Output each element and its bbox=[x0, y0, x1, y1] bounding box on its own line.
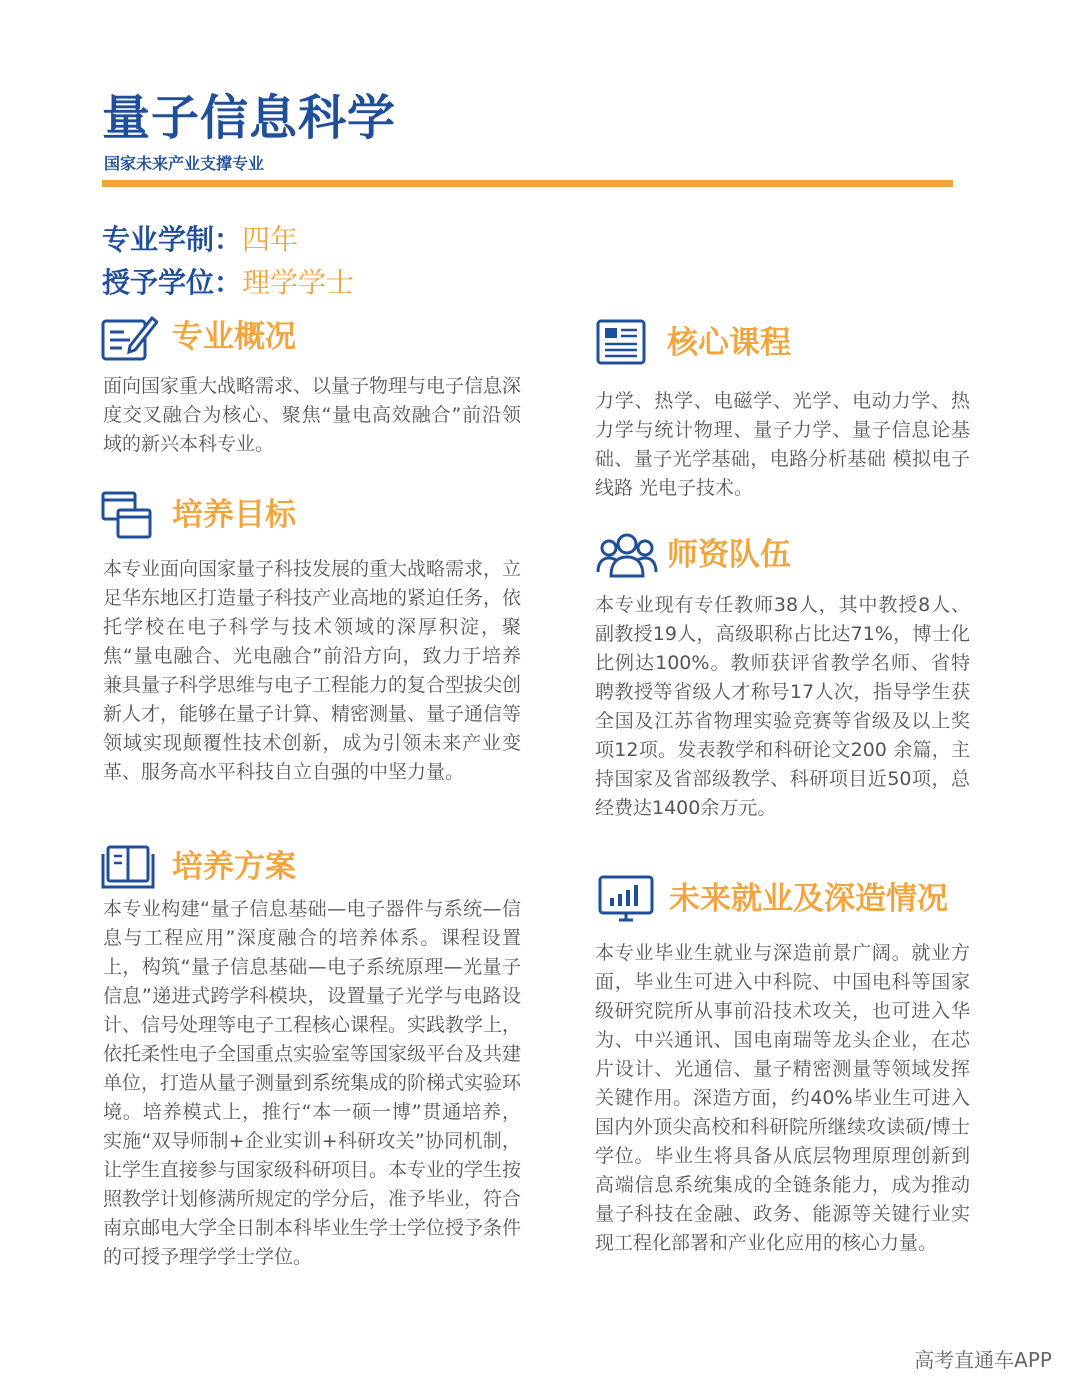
news-document-icon bbox=[595, 318, 653, 368]
goals-title: 培养目标 bbox=[172, 497, 296, 533]
plan-text: 本专业构建“量子信息基础—电子器件与系统—信息与工程应用”深度融合的培养体系。课程设置上，构筑“量子信息基础—电子系统原理—光量子信息”递进式跨学科模块，设置量子光学与电路设计、信号处理等电子工程核心课程。实践教学上，依托柔性电子全国重点实验室等国家级平台及共建单位，打造从量子测量到系统集成的阶梯式实验环境。培养模式上，推行“本一硕一博”贯通培养，实施“双导师制+企业实训+科研攻关”协同机制，让学生直接参与国家级科研项目。本专业的学生按照教学计划修满所规定的学分后，准予毕业，符合南京邮电大学全日制本科毕业生学士学位授予条件的可授予理学学士学位。 bbox=[103, 898, 522, 1268]
page-subtitle: 国家未来产业支撑专业 bbox=[104, 154, 265, 173]
divider bbox=[102, 180, 953, 187]
watermark: 高考直通车APP bbox=[914, 1348, 1052, 1372]
monitor-chart-icon bbox=[597, 874, 655, 924]
overview-header bbox=[100, 312, 296, 362]
career-text: 本专业毕业生就业与深造前景广阔。就业方面，毕业生可进入中科院、中国电科等国家级研究院所从事前沿技术攻关，也可进入华为、中兴通讯、国电南瑞等龙头企业，在芯片设计、光通信、量子精密测量等领域发挥关键作用。深造方面，约40%毕业生可进入国内外顶尖高校和科研院所继续攻读硕/博士学位。毕业生将具备从底层物理原理创新到高端信息系统集成的全链条能力，成为推动量子科技在金融、政务、能源等关键行业实现工程化部署和产业化应用的核心力量。 bbox=[595, 942, 970, 1254]
degree-label: 授予学位： bbox=[102, 266, 243, 299]
faculty-header bbox=[595, 530, 791, 580]
goals-header bbox=[100, 490, 296, 540]
document-edit-icon bbox=[100, 312, 158, 362]
courses-title: 核心课程 bbox=[667, 325, 791, 361]
plan-header bbox=[100, 842, 296, 892]
courses-header bbox=[595, 318, 791, 368]
degree-row bbox=[102, 263, 354, 303]
overview-text: 面向国家重大战略需求、以量子物理与电子信息深度交叉融合为核心、聚焦“量电高效融合”前沿领域的新兴本科专业。 bbox=[103, 375, 522, 455]
overview-title: 专业概况 bbox=[172, 319, 296, 355]
page-title: 量子信息科学 bbox=[102, 90, 397, 146]
people-group-icon bbox=[595, 530, 659, 580]
goals-text: 本专业面向国家量子科技发展的重大战略需求，立足华东地区打造量子科技产业高地的紧迫任务，依托学校在电子科学与技术领域的深厚积淀，聚焦“量电融合、光电融合”前沿方向，致力于培养兼具量子科学思维与电子工程能力的复合型拔尖创新人才，能够在量子计算、精密测量、量子通信等领域实现颠覆性技术创新，成为引领未来产业变革、服务高水平科技自立自强的中坚力量。 bbox=[103, 558, 522, 783]
career-title: 未来就业及深造情况 bbox=[669, 881, 948, 917]
duration-label: 专业学制： bbox=[102, 223, 243, 256]
career-header bbox=[597, 874, 948, 924]
plan-title: 培养方案 bbox=[172, 849, 296, 885]
courses-text: 力学、热学、电磁学、光学、电动力学、热力学与统计物理、量子力学、量子信息论基础、量子光学基础，电路分析基础 模拟电子线路 光电子技术。 bbox=[595, 390, 970, 499]
duration-value: 四年 bbox=[242, 223, 299, 256]
windows-icon bbox=[100, 490, 158, 540]
faculty-title: 师资队伍 bbox=[667, 537, 791, 573]
faculty-text: 本专业现有专任教师38人，其中教授8人、副教授19人，高级职称占比达71%，博士化比例达100%。教师获评省教学名师、省特聘教授等省级人才称号17人次，指导学生获全国及江苏省物理实验竞赛等省级及以上奖项12项。发表教学和科研论文200 余篇，主持国家及省部级教学、科研项目近50项，总经费达1400余万元。 bbox=[595, 594, 970, 819]
duration-row bbox=[102, 220, 298, 260]
book-icon bbox=[100, 842, 158, 892]
degree-value: 理学学士 bbox=[242, 266, 355, 299]
